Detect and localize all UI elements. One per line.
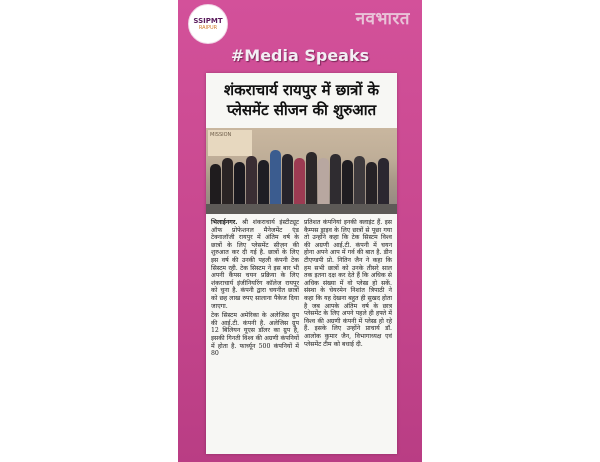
person-figure xyxy=(318,158,329,208)
photo-banner: MISSION xyxy=(208,130,252,156)
person-figure xyxy=(378,158,389,208)
article-column-1 xyxy=(211,219,299,360)
article-column-2 xyxy=(304,219,392,360)
logo-sub-text: RAIPUR xyxy=(198,25,218,31)
person-figure xyxy=(306,152,317,208)
logo-main-text: SSIPMT xyxy=(193,17,223,25)
person-figure xyxy=(330,154,341,208)
newspaper-name: नवभारत xyxy=(355,9,410,29)
article-paragraph: टेक सिस्टम अमेरिका के अलेजिस ग्रुप की आई.टी. कंपनी है. अलेजिस ग्रुप 12 बिलियन यूएस डॉलर का ग्रुप है, इसकी गिनती विश्व की अग्रणी कंपनियों में होता है. फार्च्यून 500 कंपनियों में 80 xyxy=(211,312,299,358)
person-figure xyxy=(282,154,293,208)
article-paragraph xyxy=(211,219,299,310)
person-figure xyxy=(246,156,257,208)
person-figure xyxy=(294,158,305,208)
ssipmt-logo xyxy=(188,4,228,44)
person-figure xyxy=(342,160,353,208)
group-photo xyxy=(206,128,397,214)
article-headline: शंकराचार्य रायपुर में छात्रों के प्लेसमेंट सीजन की शुरुआत xyxy=(223,81,380,119)
article-body xyxy=(206,214,397,360)
person-figure xyxy=(222,158,233,208)
article-text: श्री शंकराचार्य इंस्टीट्यूट ऑफ प्रोफेशनल मैनेजमेंट एंड टेक्नालॉजी रायपुर में अंतिम वर्ष के छात्रों के लिए प्लेसमेंट सीज़न की शुरुआत कर दी गई है. छात्रों के लिए इस वर्ष की उनकी पहली कंपनी टेक सिस्टम रही. टेक सिस्टम ने इस बार भी अपनी कैंपस चयन प्रक्रिया के लिए शंकराचार्य इंजीनियरिंग कॉलेज रायपुर को चुना है. कंपनी द्वारा चयनीत छात्रों को छह लाख रुपए सालाना पैकेज दिया जाएगा. xyxy=(211,219,300,310)
person-figure xyxy=(366,162,377,208)
media-post-panel xyxy=(178,0,422,462)
photo-table xyxy=(206,204,397,214)
person-figure xyxy=(210,164,221,208)
newspaper-clipping xyxy=(206,73,397,454)
person-figure xyxy=(258,160,269,208)
article-paragraph: प्रतिशत कंपनियां इनकी क्लाइंट हैं. इस कैम्पस ड्राइव के लिए छात्रों से पूछा गया तो उन्होंने कहा कि टेक सिस्टम विश्व की अग्रणी आई.टी. कंपनी में चयन होना अपने आप में गर्व की बात है. डीन टीएण्डपी प्रो. नितिन जैन ने कहा कि हम सभी छात्रों को उनके तीसरे साल तक इतना दक्ष कर देते हैं कि अधिक से अधिक संख्या में वो प्लेस्ड हो सकें. संस्था के चेयरमेन निशांत त्रिपाठी ने कहा कि यह देखना बहुत ही सुखद होता है जब आपके अंतिम वर्ष के छात्र प्लेसमेंट के लिए अपने पहले ही हफ्ते में विश्व की अग्रणी कंपनी में प्लेस्ड हो रहे हैं. इसके लिए उन्होंने प्राचार्य डॉ. आलोक कुमार जैन, विभागाध्यक्ष एवं प्लेसमेंट टीम को बधाई दी. xyxy=(304,219,392,348)
article-dateline: भिलाईनगर. xyxy=(211,219,238,226)
person-figure xyxy=(234,162,245,208)
person-figure xyxy=(270,150,281,208)
person-figure xyxy=(354,156,365,208)
section-heading: #Media Speaks xyxy=(230,46,370,65)
